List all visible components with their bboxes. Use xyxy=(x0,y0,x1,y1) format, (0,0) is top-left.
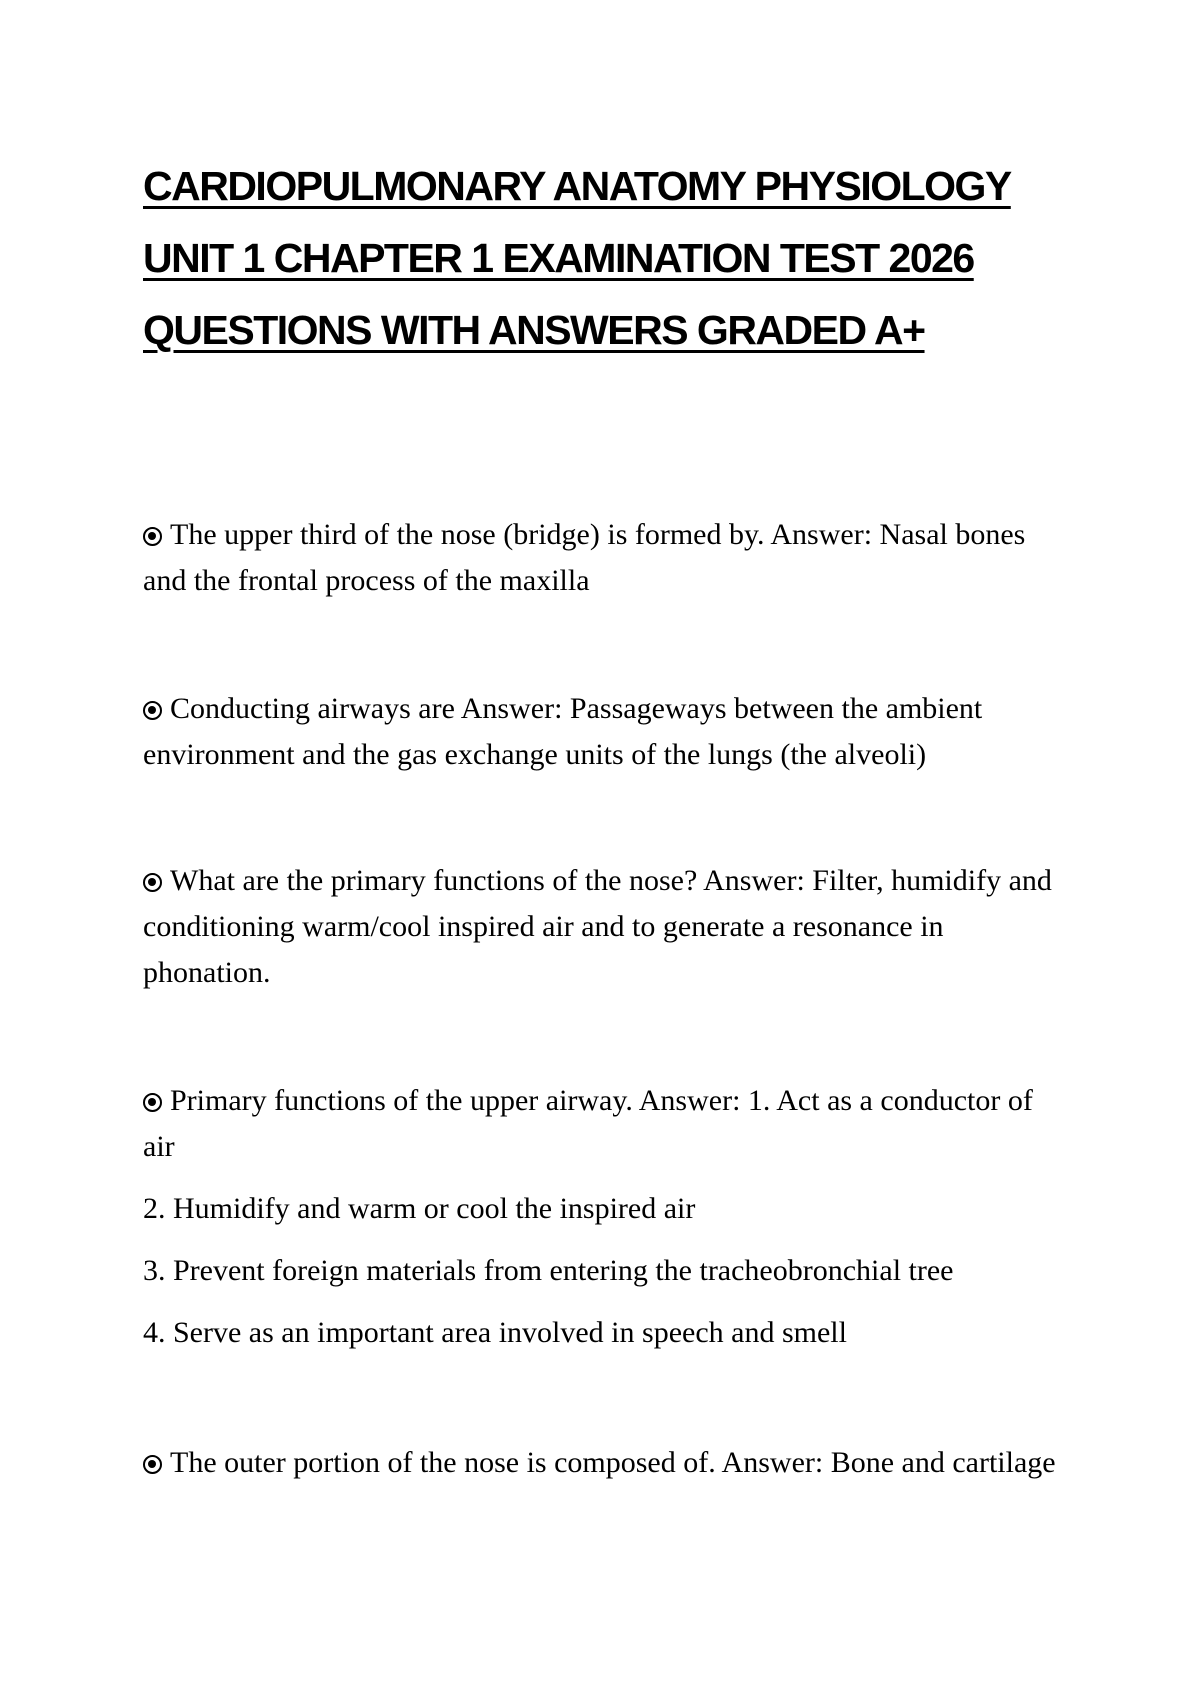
document-page xyxy=(143,0,1063,1700)
answer-list-item: 4. Serve as an important area involved in speech and smell xyxy=(143,1316,847,1349)
title-line-3: QUESTIONS WITH ANSWERS GRADED A+ xyxy=(143,307,925,353)
document-title xyxy=(143,150,1063,366)
question-text: Primary functions of the upper airway. Answer: 1. Act as a conductor of air xyxy=(143,1084,1033,1163)
radio-bullet-icon xyxy=(143,1455,162,1474)
question-text: The upper third of the nose (bridge) is formed by. Answer: Nasal bones and the frontal process of the maxilla xyxy=(143,518,1026,597)
radio-bullet-icon xyxy=(143,701,162,720)
radio-bullet-icon xyxy=(143,527,162,546)
answer-list-item: 3. Prevent foreign materials from entering the tracheobronchial tree xyxy=(143,1254,954,1287)
question-text: The outer portion of the nose is composed of. Answer: Bone and cartilage xyxy=(170,1446,1056,1479)
question-item xyxy=(143,858,1063,996)
question-item xyxy=(143,1440,1063,1486)
radio-bullet-icon xyxy=(143,873,162,892)
question-text: What are the primary functions of the nose? Answer: Filter, humidify and conditioning warm/cool inspired air and to generate a resonance in phonation. xyxy=(143,864,1052,989)
radio-bullet-icon xyxy=(143,1093,162,1112)
answer-list-item: 2. Humidify and warm or cool the inspired air xyxy=(143,1192,696,1225)
question-item xyxy=(143,1078,1063,1356)
question-text: Conducting airways are Answer: Passageways between the ambient environment and the gas exchange units of the lungs (the alveoli) xyxy=(143,692,983,771)
question-item xyxy=(143,686,1063,778)
title-line-2: UNIT 1 CHAPTER 1 EXAMINATION TEST 2026 xyxy=(143,235,974,281)
question-item xyxy=(143,512,1063,604)
title-line-1: CARDIOPULMONARY ANATOMY PHYSIOLOGY xyxy=(143,163,1011,209)
